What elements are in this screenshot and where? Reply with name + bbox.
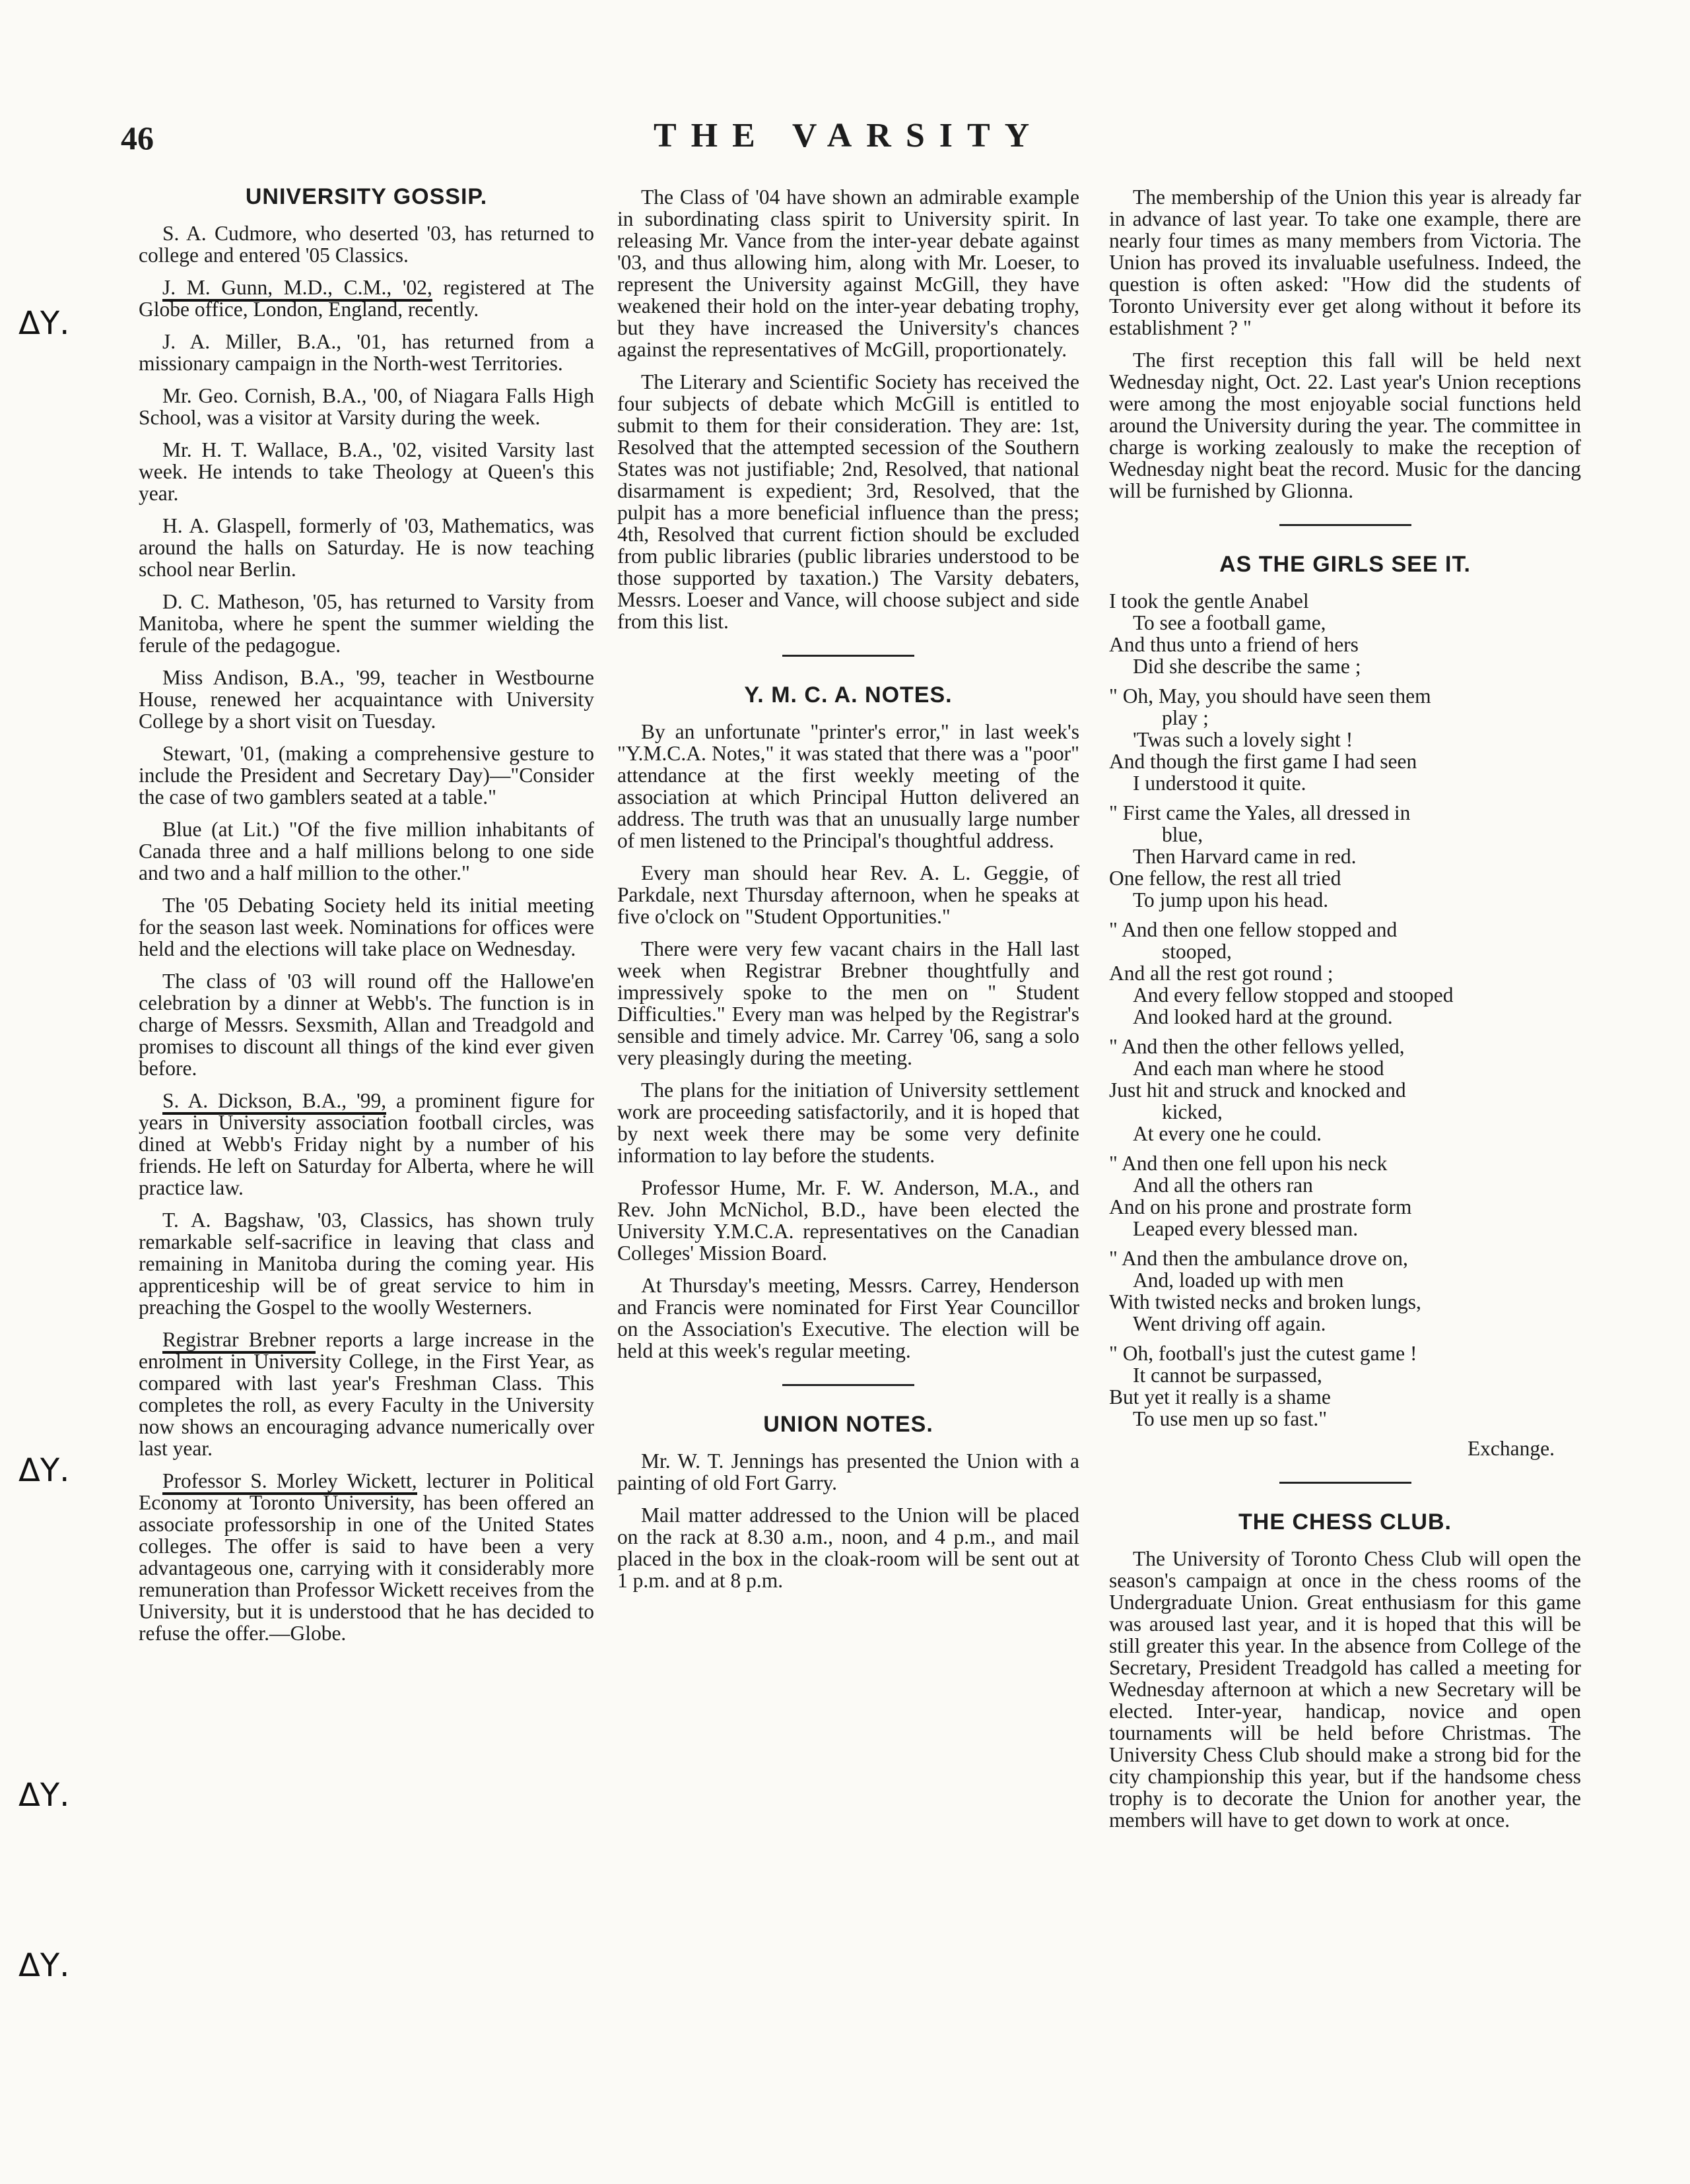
ymca-heading: Y. M. C. A. NOTES. [744, 682, 953, 708]
gossip-heading: UNIVERSITY GOSSIP. [245, 184, 488, 209]
poem-line: With twisted necks and broken lungs, [1109, 1290, 1421, 1313]
column-left [139, 180, 594, 1655]
paragraph: Miss Andison, B.A., '99, teacher in Westbourne House, renewed her acquaintance with University College by a short visit on Tuesday. [139, 666, 594, 733]
poem-line: kicked, [1162, 1100, 1223, 1123]
paragraph: Blue (at Lit.) "Of the five million inhabitants of Canada three and a half millions belong to one side and two and a half million to the other." [139, 818, 594, 884]
paragraph [139, 277, 594, 320]
stanza [1109, 919, 1581, 1028]
paragraph: The Literary and Scientific Society has received the four subjects of debate which McGill is entitled to submit to them for their consideration. They are: 1st, Resolved that the attempted secession of the Southern States was not justifiable; 2nd, Resolved, that national disarmament is expedient; 3rd, Resolved, that the pulpit has a more beneficial influence than the press; 4th, Resolved that current fiction should be excluded from public libraries (public libraries understood to be those supported by taxation.) The Varsity debaters, Messrs. Loeser and Vance, will choose subject and side from this list. [617, 370, 1079, 633]
margin-mark: ΔΥ. [18, 1777, 70, 1814]
stanza [1109, 1036, 1581, 1144]
section-divider [782, 655, 914, 657]
page-number: 46 [121, 119, 154, 156]
paragraph: Professor Hume, Mr. F. W. Anderson, M.A., and Rev. John McNichol, B.D., have been elected the University Y.M.C.A. representatives on the Canadian Colleges' Mission Board. [617, 1176, 1079, 1265]
paragraph: Mr. W. T. Jennings has presented the Union with a painting of old Fort Garry. [617, 1449, 1079, 1494]
poem-line: 'Twas such a lovely sight ! [1133, 728, 1353, 751]
paragraph: Stewart, '01, (making a comprehensive gesture to include the President and Secretary Day)—"Consider the case of two gamblers seated at a table." [139, 742, 594, 809]
margin-mark: ΔΥ. [18, 1947, 70, 1984]
section-divider [1279, 524, 1411, 526]
union-heading: UNION NOTES. [763, 1412, 933, 1437]
underlined-name: J. M. Gunn, M.D., C.M., '02, [162, 276, 432, 302]
stanza [1109, 1247, 1581, 1335]
poem-line: blue, [1162, 823, 1203, 846]
poem-line: " Oh, May, you should have seen them [1109, 684, 1431, 708]
poem-line: Went driving off again. [1133, 1312, 1326, 1335]
poem-line: " Oh, football's just the cutest game ! [1109, 1342, 1417, 1365]
underlined-name: S. A. Dickson, B.A., '99, [162, 1089, 386, 1115]
poem-line: At every one he could. [1133, 1122, 1322, 1145]
section-divider [1279, 1482, 1411, 1484]
poem-line: And every fellow stopped and stooped [1133, 983, 1454, 1007]
paragraph: The '05 Debating Society held its initial meeting for the season last week. Nominations for offices were held and the elections will take place on Wednesday. [139, 894, 594, 960]
poem-line: I took the gentle Anabel [1109, 589, 1309, 612]
column-middle [617, 186, 1079, 1602]
paragraph: D. C. Matheson, '05, has returned to Varsity from Manitoba, where he spent the summer wielding the ferule of the pedagogue. [139, 590, 594, 657]
section-divider [782, 1384, 914, 1386]
stanza [1109, 685, 1581, 794]
poem-line: Leaped every blessed man. [1133, 1217, 1359, 1240]
paragraph: Every man should hear Rev. A. L. Geggie, of Parkdale, next Thursday afternoon, when he speaks at five o'clock on "Student Opportunities." [617, 861, 1079, 928]
margin-mark: ΔΥ. [18, 1452, 70, 1489]
poem-line: I understood it quite. [1133, 772, 1306, 795]
poem-line: stooped, [1162, 940, 1232, 963]
paragraph: The class of '03 will round off the Hallowe'en celebration by a dinner at Webb's. The function is in charge of Messrs. Sexsmith, Allan and Treadgold and promises to discount all things of the kind ever given before. [139, 970, 594, 1080]
poem-line: And though the first game I had seen [1109, 750, 1417, 773]
underlined-name: Professor S. Morley Wickett, [162, 1469, 417, 1495]
girls-heading: AS THE GIRLS SEE IT. [1219, 552, 1471, 577]
poem-line: Then Harvard came in red. [1133, 845, 1357, 868]
poem-line: And looked hard at the ground. [1133, 1005, 1393, 1028]
poem-line: " And then the other fellows yelled, [1109, 1035, 1405, 1058]
margin-mark: ΔΥ. [18, 305, 70, 342]
paragraph: Mail matter addressed to the Union will be placed on the rack at 8.30 a.m., noon, and 4 p.m., and mail placed in the box in the cloak-room will be sent out at 1 p.m. and at 8 p.m. [617, 1504, 1079, 1592]
paragraph: T. A. Bagshaw, '03, Classics, has shown truly remarkable self-sacrifice in leaving that class and remaining in Manitoba during the coming year. His apprenticeship will be of great service to him in preaching the Gospel to the woolly Westerners. [139, 1208, 594, 1319]
paragraph: The Class of '04 have shown an admirable example in subordinating class spirit to University spirit. In releasing Mr. Vance from the inter-year debate against '03, and thus allowing him, along with Mr. Loeser, to represent the University against McGill, they have weakened their hold on the inter-year debating trophy, but they have increased the University's chances against the representatives of McGill, proportionately. [617, 185, 1079, 361]
poem-line: To use men up so fast." [1133, 1407, 1328, 1430]
poem-line: And, loaded up with men [1133, 1269, 1344, 1292]
poem-credit: Exchange. [1467, 1437, 1555, 1460]
paragraph-text: reports a large increase in the enrolment in University College, in the First Year, as compared with last year's Freshman Class. This completes the roll, as every Faculty in the University now shows an encouraging advance numerically over last year. [139, 1328, 594, 1460]
underlined-name: Registrar Brebner [162, 1328, 316, 1354]
poem-line: play ; [1162, 706, 1209, 729]
paragraph: Mr. Geo. Cornish, B.A., '00, of Niagara Falls High School, was a visitor at Varsity during the week. [139, 384, 594, 429]
paragraph [139, 1329, 594, 1459]
poem-line: " And then one fellow stopped and [1109, 918, 1398, 941]
paragraph: J. A. Miller, B.A., '01, has returned from a missionary campaign in the North-west Territories. [139, 330, 594, 375]
poem-line: To see a football game, [1133, 611, 1326, 634]
paragraph: S. A. Cudmore, who deserted '03, has returned to college and entered '05 Classics. [139, 222, 594, 267]
paragraph [139, 1090, 594, 1199]
paragraph: Mr. H. T. Wallace, B.A., '02, visited Varsity last week. He intends to take Theology at Queen's this year. [139, 438, 594, 505]
stanza [1109, 1152, 1581, 1240]
poem-line: And thus unto a friend of hers [1109, 633, 1359, 656]
stanza [1109, 1342, 1581, 1430]
poem-line: " First came the Yales, all dressed in [1109, 801, 1411, 824]
poem [1109, 590, 1581, 1459]
poem-line: It cannot be surpassed, [1133, 1364, 1322, 1387]
poem-line: And all the others ran [1133, 1174, 1313, 1197]
paragraph: The first reception this fall will be held next Wednesday night, Oct. 22. Last year's Union receptions were among the most enjoyable social functions held around the University during the year. The committee in charge is working zealously to make the reception of Wednesday night beat the record. Music for the dancing will be furnished by Glionna. [1109, 348, 1581, 502]
paragraph: H. A. Glaspell, formerly of '03, Mathematics, was around the halls on Saturday. He is now teaching school near Berlin. [139, 514, 594, 581]
paragraph: At Thursday's meeting, Messrs. Carrey, Henderson and Francis were nominated for First Year Councillor on the Association's Executive. The election will be held at this week's regular meeting. [617, 1274, 1079, 1362]
paragraph: By an unfortunate "printer's error," in last week's "Y.M.C.A. Notes," it was stated that there was a "poor" attendance at the first weekly meeting of the association at which Principal Hutton delivered an address. The truth was that an unusually large number of men listened to the Principal's thoughtful address. [617, 720, 1079, 852]
poem-line: " And then one fell upon his neck [1109, 1152, 1388, 1175]
chess-heading: THE CHESS CLUB. [1238, 1509, 1452, 1535]
paragraph-text: registered at The Globe office, London, England, recently. [139, 276, 594, 321]
column-right [1109, 186, 1581, 1841]
paragraph-text: a prominent figure for years in University association football circles, was dined at Webb's Friday night by a number of his friends. He left on Saturday for Alberta, where he will practice law. [139, 1089, 595, 1199]
paragraph: There were very few vacant chairs in the Hall last week when Registrar Brebner thoughtfully and impressively spoke to the men on " Student Difficulties." Every man was helped by the Registrar's sensible and timely advice. Mr. Carrey '06, sang a solo very pleasingly during the meeting. [617, 937, 1079, 1069]
poem-line: But yet it really is a shame [1109, 1385, 1331, 1408]
paragraph: The membership of the Union this year is already far in advance of last year. To take one example, there are nearly four times as many members from Victoria. The Union has proved its invaluable usefulness. Indeed, the question is often asked: "How did the students of Toronto University ever get along without it before its establishment ? " [1109, 185, 1581, 339]
poem-line: To jump upon his head. [1133, 888, 1329, 911]
poem-line: " And then the ambulance drove on, [1109, 1247, 1408, 1270]
paragraph: The University of Toronto Chess Club will open the season's campaign at once in the chess rooms of the Undergraduate Union. Great enthusiasm for this game was aroused last year, and it is hoped that this will be still greater this year. In the absence from College of the Secretary, President Treadgold has called a meeting for Wednesday afternoon at which a new Secretary will be elected. Inter-year, handicap, novice and open tournaments will be held before Christmas. The University Chess Club should make a strong bid for the city championship this year, but if the handsome chess trophy is to decorate the Union for another year, the members will have to get down to work at once. [1109, 1547, 1581, 1832]
poem-line: Just hit and struck and knocked and [1109, 1078, 1406, 1102]
poem-line: And all the rest got round ; [1109, 962, 1334, 985]
poem-line: And on his prone and prostrate form [1109, 1195, 1412, 1218]
poem-line: And each man where he stood [1133, 1057, 1384, 1080]
paragraph [139, 1470, 594, 1644]
stanza [1109, 802, 1581, 911]
masthead-title: THE VARSITY [654, 117, 1044, 154]
paragraph-text: lecturer in Political Economy at Toronto University, has been offered an associate professorship in one of the United States colleges. The offer is said to have been a very advantageous one, carrying with it considerably more remuneration than Professor Wickett receives from the University, but it is understood that he has decided to refuse the offer.—Globe. [139, 1469, 594, 1645]
paragraph: The plans for the initiation of University settlement work are proceeding satisfactorily, and it is hoped that by next week there may be some very definite information to lay before the students. [617, 1078, 1079, 1167]
poem-line: One fellow, the rest all tried [1109, 867, 1341, 890]
poem-line: Did she describe the same ; [1133, 655, 1361, 678]
stanza [1109, 590, 1581, 677]
